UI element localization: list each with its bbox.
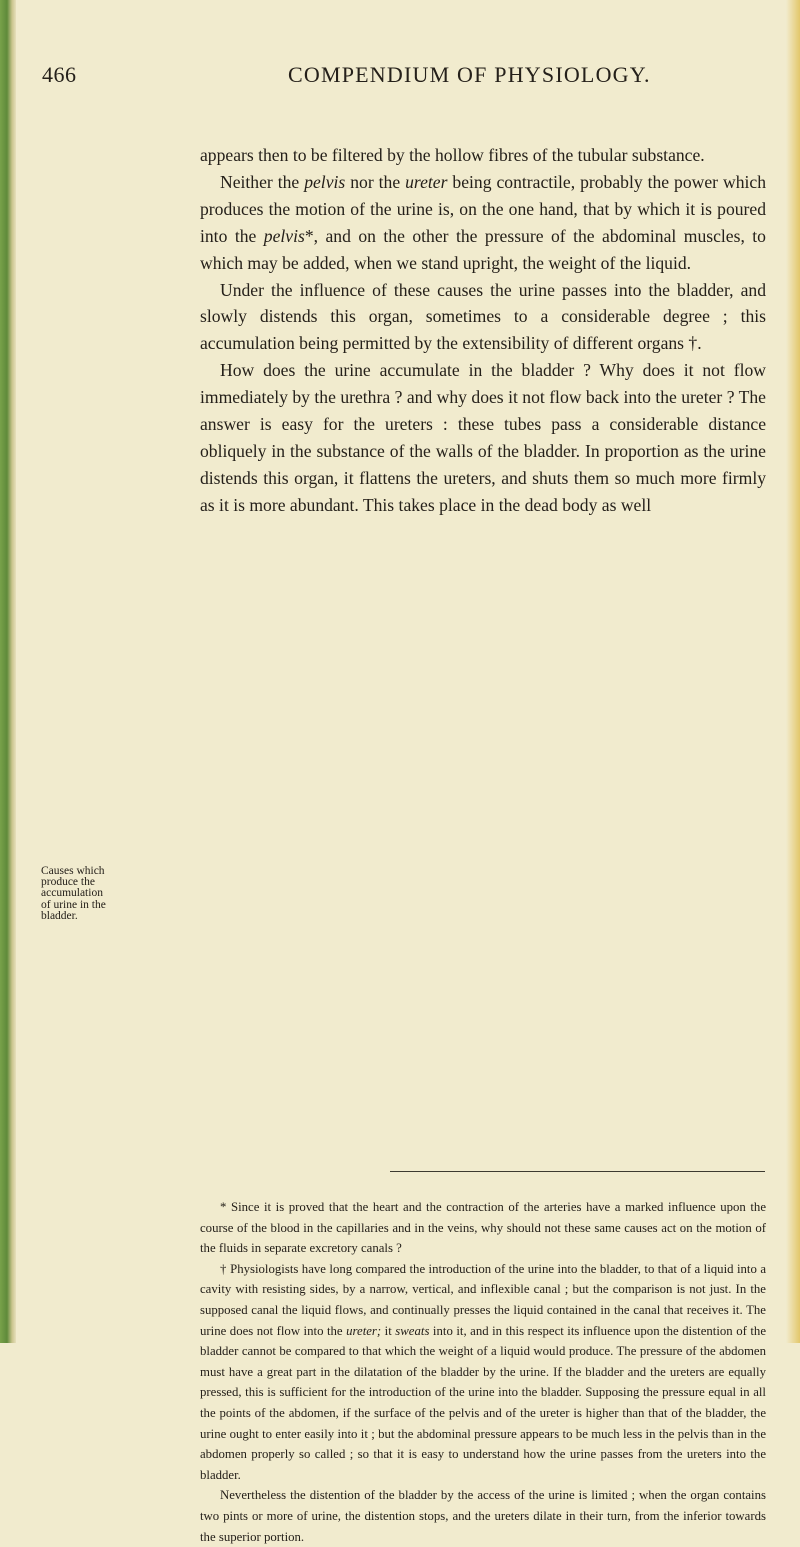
footnote-divider: [390, 1171, 765, 1172]
margin-note-line: of urine in the: [41, 898, 106, 911]
page-header: [0, 62, 800, 102]
italic-term: sweats: [395, 1323, 430, 1338]
footnote-2: † Physiologists have long compared the introduction of the urine into the bladder, to that of a liquid into a cavity with resisting sides, by a narrow, vertical, and inflexible canal ; but the comparison is not just. In the supposed canal the liquid flows, and continually presses the liquid contained in the canal that receives it. The urine does not flow into the ureter; it sweats into it, and in this respect its influence upon the distention of the bladder cannot be compared to that which the weight of a liquid would produce. The pressure of the abdomen must have a great part in the dilatation of the bladder by the urine. If the bladder and the ureters are equally pressed, this is sufficient for the introduction of the urine into the bladder. Supposing the pressure equal in all the points of the abdomen, if the surface of the pelvis and of the ureter is higher than that of the bladder, the urine ought to enter easily into it ; but the abdominal pressure appears to be much less in the pelvis than in the abdomen properly so called ; so that it is easy to understand how the urine passes from the ureters into the bladder.: [200, 1261, 767, 1482]
footnote-3: Nevertheless the distention of the bladder by the access of the urine is limited ; when the organ contains two pints or more of urine, the distention stops, and the ureters dilate in their turn, from the inferior towards the superior portion.: [200, 1488, 766, 1544]
italic-term: pelvis: [304, 171, 346, 192]
book-binding-left-edge: [0, 0, 16, 1343]
margin-note-line: produce the: [41, 876, 95, 889]
footnotes: [200, 1197, 766, 1547]
margin-note-line: Causes which: [41, 865, 105, 877]
paragraph-4: How does the urine accumulate in the bladder ? Why does it not flow immediately by the urethra ? and why does it not flow back into the ureter ? The answer is easy for the ureters : these tubes pass a considerable distance obliquely in the substance of the walls of the bladder. In proportion as the urine distends this organ, it flattens the ureters, and shuts them so much more firmly as it is more abundant. This takes place in the dead body as well: [200, 360, 766, 515]
margin-note-line: bladder.: [41, 909, 78, 922]
margin-note-line: accumulation: [41, 887, 103, 900]
margin-note: [41, 866, 159, 922]
page-number: 466: [42, 62, 77, 87]
main-text: [200, 142, 766, 519]
running-head: COMPENDIUM OF PHYSIOLOGY.: [288, 62, 651, 87]
footnote-1: * Since it is proved that the heart and the contraction of the arteries have a marked influence upon the course of the blood in the capillaries and in the veins, why should not these same causes act on the motion of the fluids in separate excretory canals ?: [200, 1200, 766, 1256]
paragraph-1: appears then to be filtered by the hollow fibres of the tubular substance.: [200, 145, 705, 165]
paragraph-3: Under the influence of these causes the urine passes into the bladder, and slowly distends this organ, sometimes to a considerable degree ; this accumulation being permitted by the extensibility of different organs †.: [200, 279, 766, 354]
paragraph-2: Neither the pelvis nor the ureter being contractile, probably the power which produces the motion of the urine is, on the one hand, that by which it is poured into the pelvis*, and on the other the pressure of the abdominal muscles, to which may be added, when we stand upright, the weight of the liquid.: [200, 171, 766, 273]
italic-term: ureter: [405, 171, 448, 192]
italic-term: pelvis: [263, 225, 305, 246]
italic-term: ureter;: [346, 1323, 382, 1338]
page-edge-right: [786, 0, 800, 1343]
